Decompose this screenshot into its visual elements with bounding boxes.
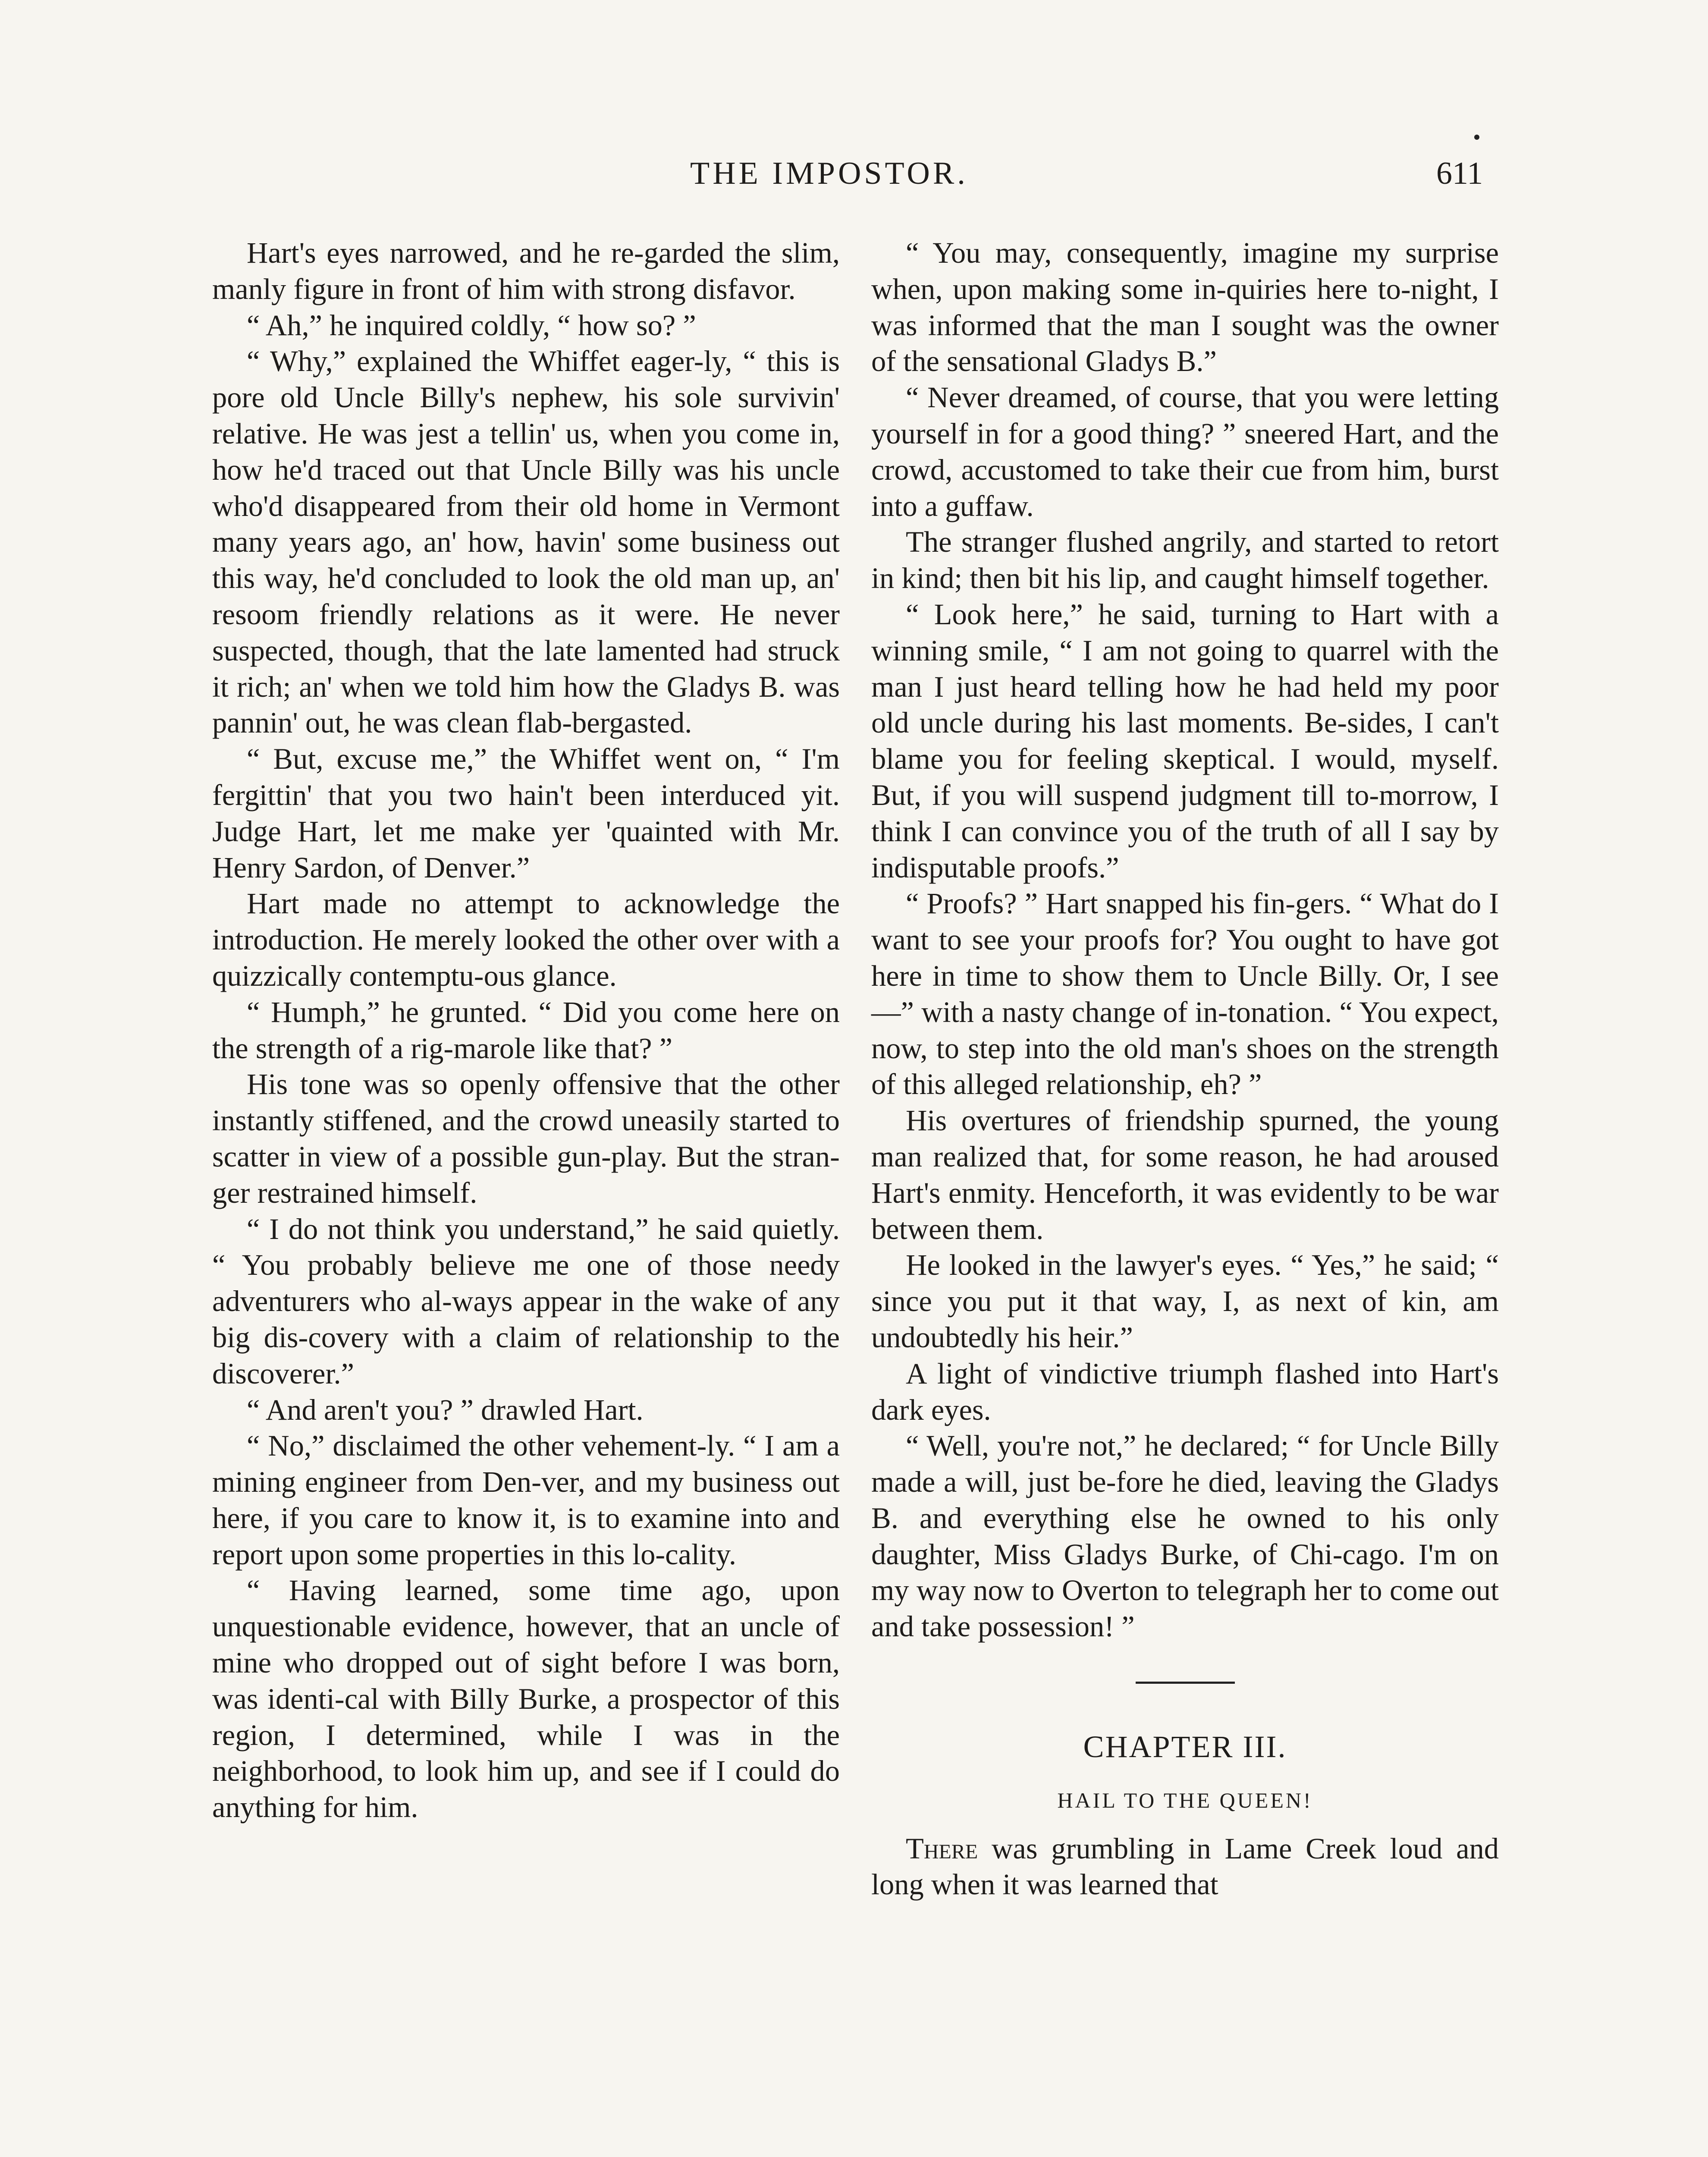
- paragraph: “ Humph,” he grunted. “ Did you come here on the strength of a rig-marole like that? ”: [212, 995, 840, 1065]
- left-column: [212, 235, 840, 1826]
- paragraph: “ Why,” explained the Whiffet eager-ly, “ this is pore old Uncle Billy's nephew, his sole survivin' relative. He was jest a tellin' us, when you come in, how he'd traced out that Uncle Billy was his uncle who'd disappeared from their old home in Vermont many years ago, an' how, havin' some business out this way, he'd concluded to look the old man up, an' resoom friendly relations as it were. He never suspected, though, that the late lamented had struck it rich; an' when we told him how the Gladys B. was pannin' out, he was clean flab-bergasted.: [212, 345, 840, 739]
- paragraph: His tone was so openly offensive that the other instantly stiffened, and the crowd uneasily started to scatter in view of a possible gun-play. But the stran-ger restrained himself.: [212, 1068, 840, 1209]
- paragraph: “ I do not think you understand,” he said quietly. “ You probably believe me one of those needy adventurers who al-ways appear in the wake of any big dis-covery with a claim of relationship to the discoverer.”: [212, 1212, 840, 1390]
- running-title: THE IMPOSTOR.: [690, 156, 968, 191]
- chapter-title: CHAPTER III.: [1083, 1729, 1287, 1764]
- paragraph: “ Proofs? ” Hart snapped his fin-gers. “ What do I want to see your proofs for? You ought to have got here in time to show them to Uncle Billy. Or, I see—” with a nasty change of in-tonation. “ You expect, now, to step into the old man's shoes on the strength of this alleged relationship, eh? ”: [871, 887, 1499, 1101]
- opening-text: was grumbling in Lame Creek loud and long when it was learned that: [871, 1832, 1499, 1901]
- paragraph: “ Never dreamed, of course, that you were letting yourself in for a good thing? ” sneered Hart, and the crowd, accustomed to take their cue from him, burst into a guffaw.: [871, 381, 1499, 522]
- paragraph: “ You may, consequently, imagine my surprise when, upon making some in-quiries here to-night, I was informed that the man I sought was the owner of the sensational Gladys B.”: [871, 236, 1499, 378]
- print-speck: [1474, 135, 1479, 140]
- page-header: [0, 155, 1708, 207]
- paragraph: His overtures of friendship spurned, the young man realized that, for some reason, he had aroused Hart's enmity. Henceforth, it was evidently to be war between them.: [871, 1104, 1499, 1245]
- paragraph: The stranger flushed angrily, and started to retort in kind; then bit his lip, and caught himself together.: [871, 525, 1499, 595]
- paragraph: “ Well, you're not,” he declared; “ for Uncle Billy made a will, just be-fore he died, leaving the Gladys B. and everything else he owned to his only daughter, Miss Gladys Burke, of Chi-cago. I'm on my way now to Overton to telegraph her to come out and take possession! ”: [871, 1429, 1499, 1643]
- paragraph: A light of vindictive triumph flashed into Hart's dark eyes.: [871, 1357, 1499, 1426]
- paragraph: He looked in the lawyer's eyes. “ Yes,” he said; “ since you put it that way, I, as next of kin, am undoubtedly his heir.”: [871, 1248, 1499, 1354]
- paragraph: “ And aren't you? ” drawled Hart.: [247, 1393, 644, 1426]
- page-number: 611: [1436, 156, 1483, 191]
- opening-lead-word: There: [906, 1832, 978, 1865]
- paragraph: “ Ah,” he inquired coldly, “ how so? ”: [247, 308, 696, 342]
- right-column: [871, 235, 1499, 1903]
- paragraph: “ Having learned, some time ago, upon unquestionable evidence, however, that an uncle of mine who dropped out of sight before I was born, was identi-cal with Billy Burke, a prospector of this region, I determined, while I was in the neighborhood, to look him up, and see if I could do anything for him.: [212, 1574, 840, 1824]
- section-divider: [1136, 1682, 1235, 1684]
- chapter-subtitle: HAIL TO THE QUEEN!: [1057, 1788, 1313, 1812]
- paragraph: Hart's eyes narrowed, and he re-garded the slim, manly figure in front of him with strong disfavor.: [212, 236, 840, 305]
- paragraph: Hart made no attempt to acknowledge the introduction. He merely looked the other over with a quizzically contemptu-ous glance.: [212, 887, 840, 992]
- chapter-opening-paragraph: [871, 1831, 1499, 1903]
- paragraph: “ But, excuse me,” the Whiffet went on, “ I'm fergittin' that you two hain't been interduced yit. Judge Hart, let me make yer 'quainted with Mr. Henry Sardon, of Denver.”: [212, 742, 840, 884]
- paragraph: “ Look here,” he said, turning to Hart with a winning smile, “ I am not going to quarrel with the man I just heard telling how he had held my poor old uncle during his last moments. Be-sides, I can't blame you for feeling skeptical. I would, myself. But, if you will suspend judgment till to-morrow, I think I can convince you of the truth of all I say by indisputable proofs.”: [871, 597, 1499, 884]
- paragraph: “ No,” disclaimed the other vehement-ly. “ I am a mining engineer from Den-ver, and my business out here, if you care to know it, is to examine into and report upon some properties in this lo-cality.: [212, 1429, 840, 1571]
